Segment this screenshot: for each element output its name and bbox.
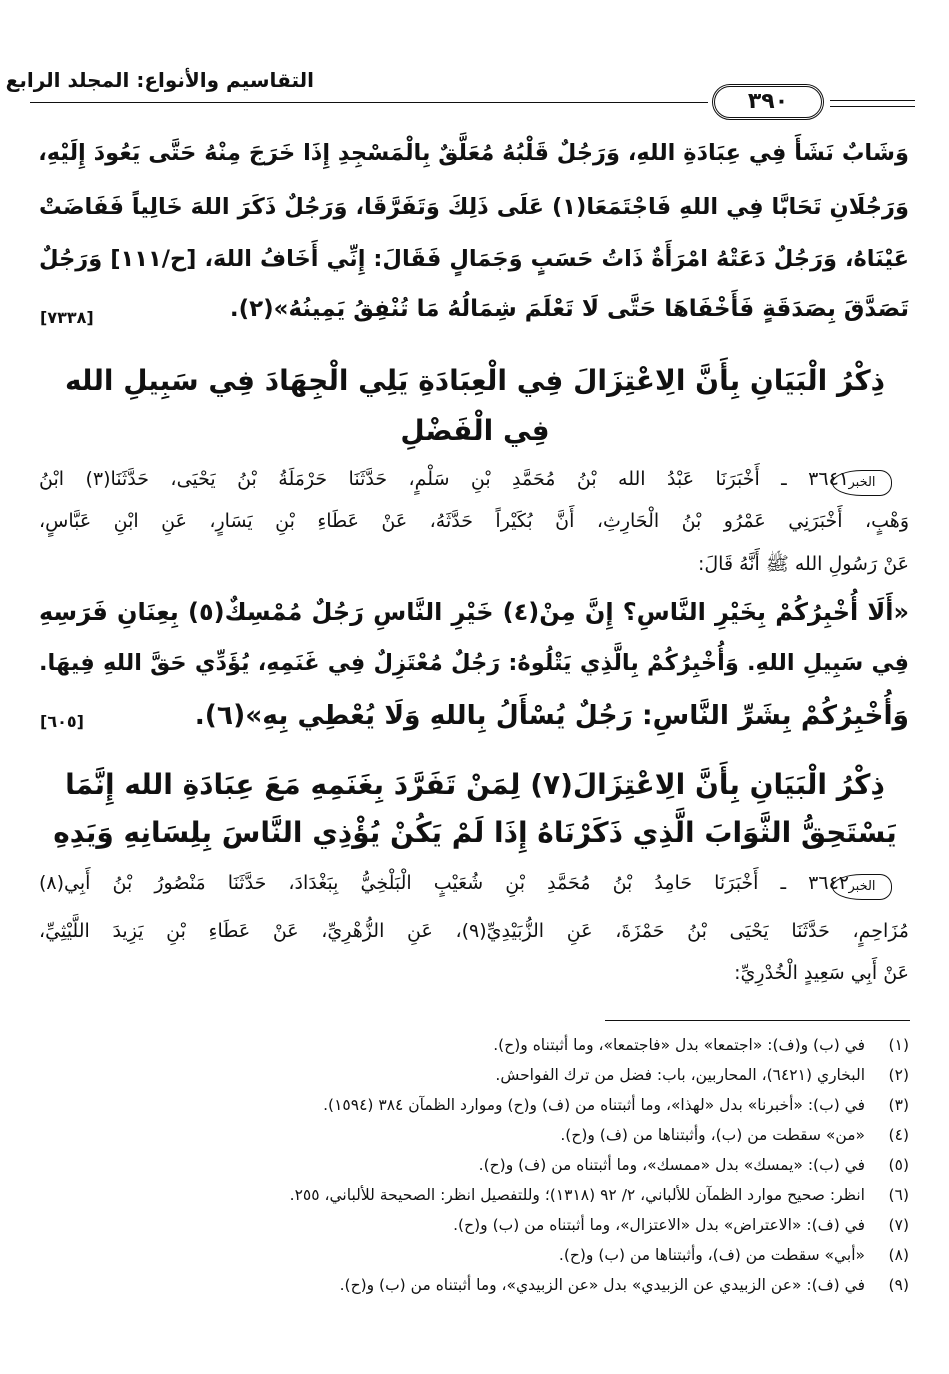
footnote-text: في (ب): «يمسك» بدل «ممسك»، وما أثبتناه من (ف) و(ح). (478, 1156, 865, 1174)
section-heading: ذِكْرُ الْبَيَانِ بِأَنَّ الِاعْتِزَالَ فِي الْعِبَادَةِ يَلِي الْجِهَادَ فِي سَبِيلِ الله (64, 364, 886, 397)
header-rule-right (830, 100, 915, 101)
footnote-text: في (ب): «أخبرنا» بدل «لهذا»، وما أثبتناه من (ف) و(ح) وموارد الظمآن ٣٨٤ (١٥٩٤). (323, 1096, 865, 1114)
running-title: التقاسيم والأنواع: المجلد الرابع (5, 68, 314, 92)
section-heading: ذِكْرُ الْبَيَانِ بِأَنَّ الِاعْتِزَالَ(٧) لِمَنْ تَفَرَّدَ بِغَنَمِهِ مَعَ عِبَادَةِ الله إِنَّمَا (65, 768, 885, 801)
isnad-line: مُزَاحِمٍ، حَدَّثَنَا يَحْيَى بْنُ حَمْزَةَ، عَنِ الزُّبَيْدِيِّ(٩)، عَنِ الزُّهْرِيِّ، عَنْ عَطَاءِ بْنِ يَزِيدَ اللَّيْثِيِّ، (39, 920, 909, 942)
hadith-mark: الخبر (832, 470, 892, 496)
reference-number: [٦٠٥] (40, 712, 84, 731)
matn-line: «أَلَا أُخْبِرُكُمْ بِخَيْرِ النَّاسِ؟ إِنَّ مِنْ(٤) خَيْرِ النَّاسِ رَجُلٌ مُمْسِكٌ(٥) بِعِنَانِ فَرَسِهِ (39, 598, 909, 626)
footnote-number: (٢) (888, 1066, 909, 1084)
footnote-text: انظر: صحيح موارد الظمآن للألباني، ٢/ ٩٢ (١٣١٨)؛ وللتفصيل انظر: الصحيحة للألباني، ٢٥٥. (289, 1186, 865, 1204)
isnad-line: عَنْ أَبِي سَعِيدٍ الْخُدْرِيِّ: (734, 962, 909, 984)
footnote-text: البخاري (٦٤٢١)، المحاربين، باب: فضل من ترك الفواحش. (495, 1066, 865, 1084)
footnote-text: في (ف): «الاعتراض» بدل «الاعتزال»، وما أثبتناه من (ب) و(ح). (453, 1216, 865, 1234)
footnote-number: (٨) (888, 1246, 909, 1264)
footnote-number: (٣) (888, 1096, 909, 1114)
text-line: عَيْنَاهُ، وَرَجُلٌ دَعَتْهُ امْرَأَةٌ ذَاتُ حَسَبٍ وَجَمَالٍ فَقَالَ: إِنِّي أَخَافُ اللهَ، [ح/١١١] وَرَجُلٌ (39, 246, 909, 272)
header-rule (30, 102, 708, 103)
hadith-mark: الخبر (832, 874, 892, 900)
text-line: وَشَابٌ نَشَأَ فِي عِبَادَةِ اللهِ، وَرَجُلٌ قَلْبُهُ مُعَلَّقٌ بِالْمَسْجِدِ إِذَا خَرَجَ مِنْهُ حَتَّى يَعُودَ إِلَيْهِ، (38, 140, 909, 166)
matn-line: فِي سَبِيلِ اللهِ. وَأُخْبِرُكُمْ بِالَّذِي يَتْلُوهُ: رَجُلٌ مُعْتَزِلٌ فِي غَنَمِهِ، يُؤَدِّي حَقَّ اللهِ فِيهَا. (39, 650, 909, 676)
isnad-line: وَهْبٍ، أَخْبَرَنِي عَمْرُو بْنُ الْحَارِثِ، أَنَّ بُكَيْراً حَدَّثَهُ، عَنْ عَطَاءِ بْنِ يَسَارٍ، عَنِ ابْنِ عَبَّاسٍ، (39, 510, 909, 532)
page-number: ٣٩٠ (712, 84, 824, 120)
isnad-line: ٣٦٤١ ـ أَخْبَرَنَا عَبْدُ الله بْنُ مُحَمَّدِ بْنِ سَلْمٍ، حَدَّثَنَا حَرْمَلَةُ بْنُ يَحْيَى، حَدَّثَنَا(٣) ابْنُ (39, 468, 849, 490)
footnote-number: (٥) (888, 1156, 909, 1174)
text-line: تَصَدَّقَ بِصَدَقَةٍ فَأَخْفَاهَا حَتَّى لَا تَعْلَمَ شِمَالُهُ مَا تُنْفِقُ يَمِينُهُ»(٢). (229, 296, 909, 322)
footnote-text: في (ف): «عن الزبيدي عن الزبيدي» بدل «عن الزبيدي»، وما أثبتناه من (ب) و(ح). (339, 1276, 865, 1294)
footnote-number: (٦) (888, 1186, 909, 1204)
footnote-number: (٩) (888, 1276, 909, 1294)
footnote-text: «أبي» سقطت من (ف)، وأثبتناها من (ب) و(ح). (558, 1246, 865, 1264)
section-heading: فِي الْفَضْلِ (400, 414, 550, 447)
isnad-line: عَنْ رَسُولِ الله ﷺ أَنَّهُ قَالَ: (697, 553, 909, 575)
text-line: وَرَجُلَانِ تَحَابَّا فِي اللهِ فَاجْتَمَعَا(١) عَلَى ذَلِكَ وَتَفَرَّقَا، وَرَجُلٌ ذَكَرَ اللهَ خَالِياً فَفَاضَتْ (39, 194, 909, 220)
footnote-text: «من» سقطت من (ب)، وأثبتناها من (ف) و(ح). (560, 1126, 865, 1144)
header-rule-right-2 (830, 106, 915, 107)
reference-number: [٧٣٣٨] (40, 308, 94, 327)
footnote-number: (٧) (888, 1216, 909, 1234)
footnote-number: (١) (888, 1036, 909, 1054)
isnad-line: ٣٦٤٢ ـ أَخْبَرَنَا حَامِدُ بْنُ مُحَمَّدِ بْنِ شُعَيْبٍ الْبَلْخِيُّ بِبَغْدَادَ، حَدَّثَنَا مَنْصُورُ بْنُ أَبِي(٨) (39, 872, 849, 894)
section-heading: يَسْتَحِقُّ الثَّوَابَ الَّذِي ذَكَرْنَاهُ إِذَا لَمْ يَكُنْ يُؤْذِي النَّاسَ بِلِسَانِهِ وَيَدِهِ (53, 816, 897, 849)
footnote-text: في (ب) و(ف): «اجتمعا» بدل «فاجتمعا»، وما أثبتناه و(ح). (493, 1036, 865, 1054)
footnote-rule (605, 1020, 910, 1021)
matn-line: وَأُخْبِرُكُمْ بِشَرِّ النَّاسِ: رَجُلٌ يُسْأَلُ بِاللهِ وَلَا يُعْطِي بِهِ»(٦). (194, 700, 909, 731)
footnote-number: (٤) (888, 1126, 909, 1144)
